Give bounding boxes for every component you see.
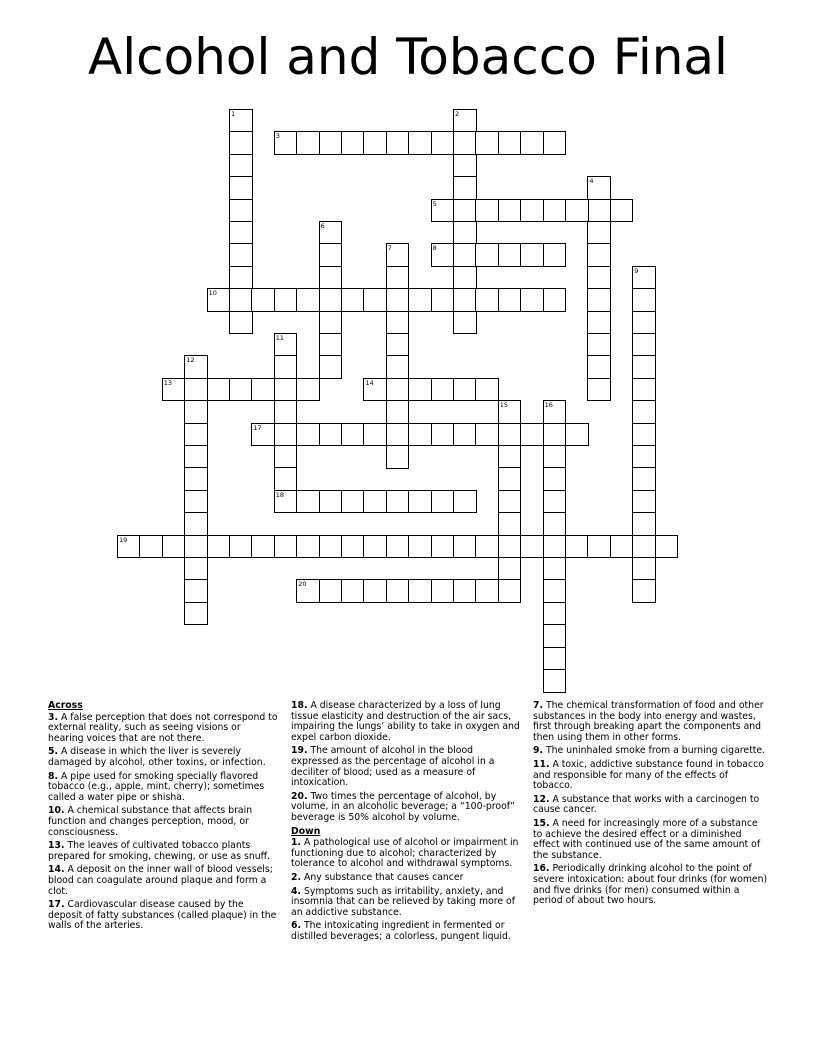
grid-cell[interactable]	[229, 131, 253, 155]
clue-number-label: 7	[387, 244, 392, 253]
grid-cell[interactable]	[408, 535, 432, 559]
grid-cell[interactable]	[498, 467, 522, 491]
grid-cell[interactable]	[251, 288, 275, 312]
grid-cell[interactable]	[453, 490, 477, 514]
grid-cell[interactable]	[475, 288, 499, 312]
grid-cell[interactable]	[632, 423, 656, 447]
grid-cell[interactable]	[162, 378, 186, 402]
grid-cell[interactable]	[543, 423, 567, 447]
clue-number: 7.	[533, 700, 544, 711]
grid-cell[interactable]	[498, 400, 522, 424]
page-title: Alcohol and Tobacco Final	[88, 28, 728, 86]
clue-number: 6.	[291, 920, 302, 932]
grid-cell[interactable]	[363, 490, 387, 514]
down-clue	[533, 701, 768, 743]
down-clue	[291, 887, 521, 919]
grid-cell[interactable]	[363, 535, 387, 559]
grid-cell[interactable]	[386, 378, 410, 402]
grid-cell[interactable]	[498, 243, 522, 267]
grid-cell[interactable]	[184, 423, 208, 447]
grid-cell[interactable]	[296, 378, 320, 402]
across-clue	[48, 865, 278, 897]
grid-cell[interactable]	[475, 579, 499, 603]
grid-cell[interactable]	[498, 445, 522, 469]
clue-number: 1.	[291, 837, 302, 849]
grid-cell[interactable]	[431, 131, 455, 155]
grid-cell[interactable]	[587, 378, 611, 402]
grid-cell[interactable]	[632, 378, 656, 402]
clue-number-label: 6	[320, 222, 325, 230]
grid-cell[interactable]	[386, 445, 410, 469]
grid-cell[interactable]	[274, 378, 298, 402]
grid-cell[interactable]	[498, 423, 522, 447]
clue-number: 17.	[48, 899, 65, 911]
clue-number: 4.	[291, 885, 302, 897]
grid-cell[interactable]	[431, 423, 455, 447]
clue-number-label: 8	[432, 244, 437, 253]
grid-cell[interactable]	[319, 288, 343, 312]
grid-cell[interactable]	[386, 579, 410, 603]
grid-cell[interactable]	[274, 445, 298, 469]
grid-cell[interactable]	[632, 445, 656, 469]
grid-cell[interactable]	[498, 490, 522, 514]
across-heading: Across	[48, 700, 83, 711]
grid-cell[interactable]	[386, 311, 410, 335]
across-clue	[48, 772, 278, 804]
grid-cell[interactable]	[453, 378, 477, 402]
grid-cell[interactable]	[184, 378, 208, 402]
down-clue	[533, 819, 768, 861]
grid-cell[interactable]	[274, 423, 298, 447]
clue-number-label: 15	[499, 401, 509, 410]
grid-cell[interactable]	[363, 579, 387, 603]
grid-cell[interactable]	[386, 400, 410, 424]
down-heading: Down	[291, 825, 321, 837]
grid-cell[interactable]	[341, 288, 365, 312]
grid-cell[interactable]	[408, 378, 432, 402]
grid-cell[interactable]	[587, 311, 611, 335]
grid-cell[interactable]	[319, 221, 343, 245]
grid-cell[interactable]	[587, 535, 611, 559]
grid-cell[interactable]	[587, 266, 611, 290]
grid-cell[interactable]	[475, 243, 499, 267]
grid-cell[interactable]	[319, 490, 343, 514]
grid-cell[interactable]	[274, 467, 298, 491]
grid-cell[interactable]	[386, 243, 410, 267]
grid-cell[interactable]	[498, 199, 522, 223]
grid-cell[interactable]	[274, 535, 298, 559]
grid-cell[interactable]	[475, 378, 499, 402]
clue-number-label: 14	[365, 378, 374, 387]
clue-number: 10.	[48, 805, 65, 817]
grid-cell[interactable]	[386, 490, 410, 514]
down-clue	[533, 760, 768, 792]
grid-cell[interactable]	[207, 535, 231, 559]
grid-cell[interactable]	[229, 199, 253, 223]
grid-cell[interactable]	[296, 579, 320, 603]
grid-cell[interactable]	[587, 199, 611, 223]
grid-cell[interactable]	[251, 423, 275, 447]
grid-cell[interactable]	[587, 221, 611, 245]
grid-cell[interactable]	[251, 535, 275, 559]
clue-number-label: 5	[432, 199, 437, 208]
grid-cell[interactable]	[543, 602, 567, 626]
clue-text: The chemical transformation of food and other substances in the body into energy and wastes, first through breaking apart the components and then using them in other forms.	[533, 700, 764, 743]
clue-text: A chemical substance that affects brain function and changes perception, mood, or consciousness.	[48, 805, 253, 838]
grid-cell[interactable]	[139, 535, 163, 559]
grid-cell[interactable]	[543, 400, 567, 424]
grid-cell[interactable]	[520, 423, 544, 447]
grid-cell[interactable]	[453, 579, 477, 603]
across-clue	[291, 746, 521, 788]
clues-column-1	[48, 701, 278, 935]
grid-cell[interactable]	[431, 579, 455, 603]
grid-cell[interactable]	[543, 669, 567, 693]
across-clue	[48, 747, 278, 768]
grid-cell[interactable]	[274, 490, 298, 514]
grid-cell[interactable]	[341, 490, 365, 514]
grid-cell[interactable]	[632, 557, 656, 581]
grid-cell[interactable]	[587, 333, 611, 357]
clue-number: 12.	[533, 793, 550, 805]
grid-cell[interactable]	[565, 423, 589, 447]
grid-cell[interactable]	[475, 535, 499, 559]
down-clue	[533, 795, 768, 816]
clue-text: A pathological use of alcohol or impairment in functioning due to alcohol; characterized by tolerance to alcohol and withdrawal symptoms.	[291, 837, 519, 870]
grid-cell[interactable]	[319, 266, 343, 290]
grid-cell[interactable]	[408, 490, 432, 514]
clue-number-label: 16	[544, 401, 553, 410]
grid-cell[interactable]	[319, 131, 343, 155]
grid-cell[interactable]	[229, 243, 253, 267]
grid-cell[interactable]	[632, 490, 656, 514]
grid-cell[interactable]	[229, 154, 253, 178]
grid-cell[interactable]	[184, 400, 208, 424]
across-clue	[291, 701, 521, 743]
grid-cell[interactable]	[632, 535, 656, 559]
grid-cell[interactable]	[229, 535, 253, 559]
grid-cell[interactable]	[453, 423, 477, 447]
grid-cell[interactable]	[386, 423, 410, 447]
grid-cell[interactable]	[386, 266, 410, 290]
grid-cell[interactable]	[431, 490, 455, 514]
grid-cell[interactable]	[632, 355, 656, 379]
grid-cell[interactable]	[498, 579, 522, 603]
grid-cell[interactable]	[543, 490, 567, 514]
across-clue	[291, 792, 521, 824]
grid-cell[interactable]	[520, 199, 544, 223]
across-clue	[48, 900, 278, 932]
clue-number-label: 9	[634, 266, 639, 275]
grid-cell[interactable]	[319, 579, 343, 603]
grid-cell[interactable]	[453, 535, 477, 559]
clue-number-label: 4	[589, 177, 594, 186]
grid-cell[interactable]	[431, 535, 455, 559]
grid-cell[interactable]	[184, 557, 208, 581]
grid-cell[interactable]	[587, 355, 611, 379]
clue-number: 19.	[291, 745, 308, 757]
grid-cell[interactable]	[274, 333, 298, 357]
grid-cell[interactable]	[363, 423, 387, 447]
clue-text: A deposit on the inner wall of blood vessels; blood can coagulate around plaque and form a clot.	[48, 864, 273, 897]
across-clue	[48, 841, 278, 862]
grid-cell[interactable]	[632, 288, 656, 312]
grid-cell[interactable]	[543, 512, 567, 536]
grid-cell[interactable]	[296, 131, 320, 155]
grid-cell[interactable]	[610, 535, 634, 559]
grid-cell[interactable]	[386, 333, 410, 357]
grid-cell[interactable]	[543, 445, 567, 469]
grid-cell[interactable]	[431, 288, 455, 312]
grid-cell[interactable]	[229, 378, 253, 402]
grid-cell[interactable]	[475, 199, 499, 223]
clue-number: 3.	[48, 711, 59, 723]
grid-cell[interactable]	[610, 199, 634, 223]
clue-text: The intoxicating ingredient in fermented or distilled beverages; a colorless, pungent liquid.	[291, 920, 511, 942]
clue-text: Symptoms such as irritability, anxiety, and insomnia that can be relieved by taking more of an addictive substance.	[291, 885, 515, 918]
grid-cell[interactable]	[543, 535, 567, 559]
grid-cell[interactable]	[386, 355, 410, 379]
grid-cell[interactable]	[408, 131, 432, 155]
grid-cell[interactable]	[184, 467, 208, 491]
grid-cell[interactable]	[543, 467, 567, 491]
grid-cell[interactable]	[498, 131, 522, 155]
grid-cell[interactable]	[386, 288, 410, 312]
grid-cell[interactable]	[319, 355, 343, 379]
clue-number-label: 1	[231, 110, 236, 118]
grid-cell[interactable]	[386, 131, 410, 155]
grid-cell[interactable]	[363, 131, 387, 155]
clue-number-label: 10	[208, 289, 217, 298]
clue-number: 11.	[533, 758, 550, 770]
grid-cell[interactable]	[498, 557, 522, 581]
clue-number-label: 19	[119, 535, 128, 544]
grid-cell[interactable]	[632, 266, 656, 290]
grid-cell[interactable]	[408, 423, 432, 447]
grid-cell[interactable]	[453, 109, 477, 133]
grid-cell[interactable]	[274, 131, 298, 155]
grid-cell[interactable]	[632, 311, 656, 335]
grid-cell[interactable]	[229, 176, 253, 200]
clue-number: 15.	[533, 817, 550, 829]
grid-cell[interactable]	[229, 266, 253, 290]
clue-text: Periodically drinking alcohol to the point of severe intoxication: about four drinks (for women) and five drinks (for men) consumed within a period of about two hours.	[533, 863, 768, 907]
grid-cell[interactable]	[543, 647, 567, 671]
grid-cell[interactable]	[274, 355, 298, 379]
grid-cell[interactable]	[229, 311, 253, 335]
grid-cell[interactable]	[296, 535, 320, 559]
grid-cell[interactable]	[453, 131, 477, 155]
grid-cell[interactable]	[251, 378, 275, 402]
grid-cell[interactable]	[543, 199, 567, 223]
grid-cell[interactable]	[319, 423, 343, 447]
grid-cell[interactable]	[341, 535, 365, 559]
down-clue	[291, 921, 521, 942]
across-clue	[48, 806, 278, 838]
grid-cell[interactable]	[543, 579, 567, 603]
clue-text: The amount of alcohol in the blood expressed as the percentage of alcohol in a deciliter of blood; used as a measure of intoxication.	[291, 745, 495, 789]
grid-cell[interactable]	[408, 579, 432, 603]
grid-cell[interactable]	[207, 288, 231, 312]
clue-text: The leaves of cultivated tobacco plants prepared for smoking, chewing, or use as snuff.	[48, 840, 271, 862]
grid-cell[interactable]	[274, 400, 298, 424]
grid-cell[interactable]	[229, 288, 253, 312]
grid-cell[interactable]	[453, 243, 477, 267]
grid-cell[interactable]	[453, 176, 477, 200]
clue-text: Cardiovascular disease caused by the deposit of fatty substances (called plaque) in the walls of the arteries.	[48, 899, 277, 932]
grid-cell[interactable]	[386, 535, 410, 559]
grid-cell[interactable]	[498, 288, 522, 312]
grid-cell[interactable]	[498, 535, 522, 559]
grid-cell[interactable]	[431, 243, 455, 267]
grid-cell[interactable]	[117, 535, 141, 559]
grid-cell[interactable]	[587, 288, 611, 312]
grid-cell[interactable]	[363, 288, 387, 312]
grid-cell[interactable]	[184, 579, 208, 603]
grid-cell[interactable]	[498, 512, 522, 536]
grid-cell[interactable]	[431, 378, 455, 402]
grid-cell[interactable]	[475, 423, 499, 447]
grid-cell[interactable]	[632, 512, 656, 536]
grid-cell[interactable]	[319, 535, 343, 559]
grid-cell[interactable]	[632, 467, 656, 491]
down-clue	[291, 873, 521, 884]
grid-cell[interactable]	[184, 490, 208, 514]
clue-text: A false perception that does not correspond to external reality, such as seeing visions or hearing voices that are not there.	[48, 711, 278, 744]
grid-cell[interactable]	[162, 535, 186, 559]
grid-cell[interactable]	[431, 199, 455, 223]
grid-cell[interactable]	[274, 288, 298, 312]
grid-cell[interactable]	[520, 131, 544, 155]
grid-cell[interactable]	[207, 378, 231, 402]
grid-cell[interactable]	[453, 221, 477, 245]
clue-text: A substance that works with a carcinogen to cause cancer.	[533, 793, 760, 816]
clue-number: 20.	[291, 790, 308, 802]
clue-number-label: 3	[275, 132, 280, 141]
grid-cell[interactable]	[543, 624, 567, 648]
clue-text: A disease characterized by a loss of lung tissue elasticity and destruction of the air sacs, impairing the lungs’ ability to take in oxygen and expel carbon dioxide.	[291, 700, 520, 743]
grid-cell[interactable]	[184, 535, 208, 559]
clue-number-label: 2	[455, 110, 460, 118]
clue-text: The uninhaled smoke from a burning cigarette.	[545, 745, 766, 757]
clue-text: Any substance that causes cancer	[303, 871, 464, 883]
grid-cell[interactable]	[520, 535, 544, 559]
grid-cell[interactable]	[587, 243, 611, 267]
grid-cell[interactable]	[453, 154, 477, 178]
grid-cell[interactable]	[341, 423, 365, 447]
grid-cell[interactable]	[408, 288, 432, 312]
grid-cell[interactable]	[184, 512, 208, 536]
clue-number: 13.	[48, 840, 65, 852]
clue-number-label: 18	[275, 490, 285, 499]
grid-cell[interactable]	[543, 243, 567, 267]
clue-text: Two times the percentage of alcohol, by volume, in an alcoholic beverage; a “100-proof” beverage is 50% alcohol by volume.	[291, 790, 515, 823]
grid-cell[interactable]	[453, 199, 477, 223]
clue-number: 9.	[533, 745, 544, 757]
clue-text: A pipe used for smoking specially flavored tobacco (e.g., apple, mint, cherry); sometimes called a water pipe or shisha.	[48, 770, 265, 803]
down-clue	[533, 864, 768, 906]
grid-cell[interactable]	[475, 131, 499, 155]
grid-cell[interactable]	[453, 311, 477, 335]
clue-number-label: 17	[253, 423, 262, 432]
grid-cell[interactable]	[543, 288, 567, 312]
clue-number: 14.	[48, 864, 65, 876]
grid-cell[interactable]	[543, 131, 567, 155]
clue-number: 2.	[291, 871, 302, 883]
grid-cell[interactable]	[319, 243, 343, 267]
grid-cell[interactable]	[632, 333, 656, 357]
grid-cell[interactable]	[543, 557, 567, 581]
grid-cell[interactable]	[520, 288, 544, 312]
grid-cell[interactable]	[341, 579, 365, 603]
down-clue	[533, 746, 768, 757]
grid-cell[interactable]	[363, 378, 387, 402]
grid-cell[interactable]	[587, 176, 611, 200]
grid-cell[interactable]	[453, 288, 477, 312]
clues-column-2	[291, 701, 521, 945]
grid-cell[interactable]	[565, 199, 589, 223]
grid-cell[interactable]	[296, 490, 320, 514]
grid-cell[interactable]	[632, 579, 656, 603]
clue-text: A toxic, addictive substance found in tobacco and responsible for many of the effects of tobacco.	[533, 758, 764, 792]
clue-number-label: 12	[186, 356, 195, 365]
grid-cell[interactable]	[229, 221, 253, 245]
clues-column-3	[533, 701, 768, 910]
grid-cell[interactable]	[655, 535, 679, 559]
grid-cell[interactable]	[184, 445, 208, 469]
across-clue	[48, 713, 278, 745]
grid-cell[interactable]	[296, 423, 320, 447]
clue-number: 16.	[533, 863, 550, 875]
clue-number: 18.	[291, 700, 308, 711]
clue-text: A need for increasingly more of a substance to achieve the desired effect or a diminished effect with continued use of the same amount of the substance.	[533, 817, 761, 861]
grid-cell[interactable]	[565, 535, 589, 559]
clue-number: 5.	[48, 746, 59, 758]
clue-number-label: 11	[275, 334, 285, 342]
down-clue	[291, 838, 521, 870]
grid-cell[interactable]	[229, 109, 253, 133]
grid-cell[interactable]	[319, 333, 343, 357]
grid-cell[interactable]	[453, 266, 477, 290]
grid-cell[interactable]	[520, 243, 544, 267]
grid-cell[interactable]	[319, 311, 343, 335]
grid-cell[interactable]	[184, 355, 208, 379]
clue-number-label: 13	[163, 378, 173, 387]
clue-text: A disease in which the liver is severely damaged by alcohol, other toxins, or infection.	[48, 746, 266, 768]
clue-number: 8.	[48, 770, 59, 782]
clue-number-label: 20	[298, 580, 307, 589]
grid-cell[interactable]	[296, 288, 320, 312]
grid-cell[interactable]	[632, 400, 656, 424]
grid-cell[interactable]	[341, 131, 365, 155]
grid-cell[interactable]	[184, 602, 208, 626]
